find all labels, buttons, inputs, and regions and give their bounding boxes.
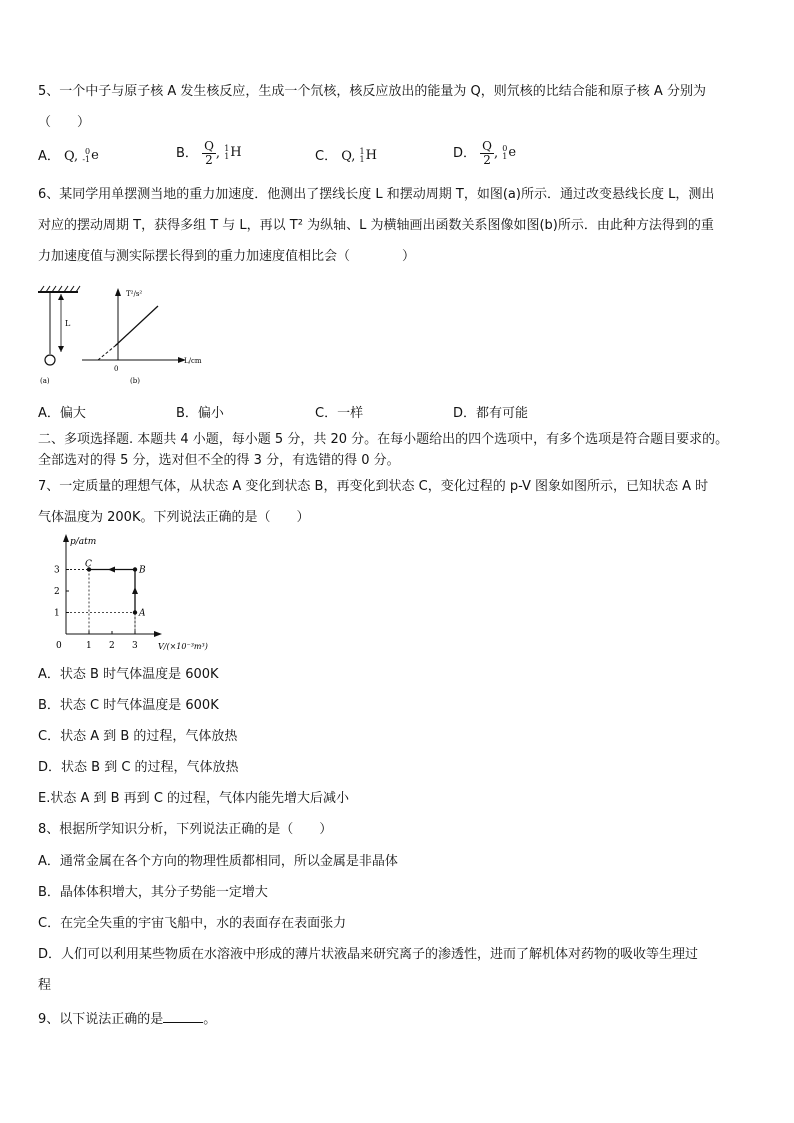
q8-option-c[interactable]: C．在完全失重的宇宙飞船中，水的表面存在表面张力 <box>38 916 347 931</box>
section-2-line2: 全部选对的得 5 分，选对但不全的得 3 分，有选错的得 0 分。 <box>38 453 400 468</box>
fraction-q-over-2: $\frac{Q}{2}$ <box>482 139 492 167</box>
graph-line-extension <box>98 346 115 360</box>
state-point-b <box>133 567 137 571</box>
q8-option-b[interactable]: B．晶体体积增大，其分子势能一定增大 <box>38 885 268 900</box>
pendulum-bob <box>45 355 55 365</box>
q7-option-e[interactable]: E.状态 A 到 B 再到 C 的过程，气体内能先增大后减小 <box>38 791 350 806</box>
q9-stem: 9、以下说法正确的是 。 <box>38 1012 217 1027</box>
electron-nuclide: 0 1 e <box>502 144 517 162</box>
figure-b-label: (b) <box>130 377 140 385</box>
q5-stem-line2: （ ） <box>38 115 91 130</box>
p-axis-label: p/atm <box>70 537 97 547</box>
q6-stem-line3: 力加速度值与测实际摆长得到的重力加速度值相比会（ ） <box>38 249 416 264</box>
q8-stem: 8、根据所学知识分析，下列说法正确的是（ ） <box>38 822 333 837</box>
graph-line <box>115 306 158 346</box>
length-label: L <box>65 319 71 328</box>
q6-option-d[interactable]: D．都有可能 <box>453 406 529 421</box>
origin-label: 0 <box>114 365 119 373</box>
pendulum-figure <box>30 280 220 390</box>
chart-origin-label: 0 <box>56 641 62 651</box>
y-tick-label: 2 <box>54 587 60 597</box>
direction-arrow <box>108 567 115 573</box>
x-tick-label: 3 <box>132 641 138 651</box>
fraction-q-over-2: $\frac{Q}{2}$ <box>204 139 214 167</box>
q5-option-c[interactable]: C． Q, 1 1 H <box>315 147 377 164</box>
state-point-a <box>133 610 137 614</box>
state-label-a: A <box>139 608 146 619</box>
q6-stem-line2: 对应的摆动周期 T，获得多组 T 与 L，再以 T² 为纵轴、L 为横轴画出函数关系图像如图(b)所示．由此种方法得到的重 <box>38 218 714 233</box>
hydrogen-nuclide: 1 1 H <box>359 147 377 164</box>
q6-option-b[interactable]: B．偏小 <box>176 406 224 421</box>
q5-option-a[interactable]: A． Q, 0 -1 e <box>38 147 99 164</box>
q7-stem-line2: 气体温度为 200K。下列说法正确的是（ ） <box>38 510 310 525</box>
direction-arrow <box>132 587 138 594</box>
q6-option-a[interactable]: A．偏大 <box>38 406 86 421</box>
hydrogen-nuclide: 1 1 H <box>224 144 242 162</box>
q5-stem-line1: 5、一个中子与原子核 A 发生核反应，生成一个氘核，核反应放出的能量为 Q，则氘核的比结合能和原子核 A 分别为 <box>38 84 706 99</box>
figure-a-label: (a) <box>40 377 50 385</box>
state-label-c: C <box>85 559 92 570</box>
q6-stem-line1: 6、某同学用单摆测当地的重力加速度．他测出了摆线长度 L 和摆动周期 T，如图(a)所示．通过改变悬线长度 L，测出 <box>38 187 715 202</box>
q7-option-d[interactable]: D．状态 B 到 C 的过程，气体放热 <box>38 760 239 775</box>
q5-option-d[interactable]: D． $\frac{Q}{2}$ , 0 1 e <box>453 139 517 167</box>
q8-option-d[interactable]: D．人们可以利用某些物质在水溶液中形成的薄片状液晶来研究离子的渗透性，进而了解机体对药物的吸收等生理过 <box>38 947 699 962</box>
q8-option-a[interactable]: A．通常金属在各个方向的物理性质都相同，所以金属是非晶体 <box>38 854 398 869</box>
pv-chart <box>40 530 220 656</box>
q7-stem-line1: 7、一定质量的理想气体，从状态 A 变化到状态 B，再变化到状态 C，变化过程的 p-V 图象如图所示，已知状态 A 时 <box>38 479 709 494</box>
q5-option-b[interactable]: B． $\frac{Q}{2}$ , 1 1 H <box>176 139 242 167</box>
electron-nuclide: 0 -1 e <box>82 147 99 164</box>
section-2-line1: 二、多项选择题. 本题共 4 小题，每小题 5 分，共 20 分。在每小题给出的四个选项中，有多个选项是符合题目要求的。 <box>38 432 729 447</box>
l-axis-label: L/cm <box>184 357 202 365</box>
q8-option-d-continued: 程 <box>38 978 52 993</box>
x-tick-label: 2 <box>109 641 115 651</box>
y-tick-label: 1 <box>54 608 60 619</box>
q6-option-c[interactable]: C．一样 <box>315 406 364 421</box>
t2-axis-label: T²/s² <box>126 290 143 298</box>
state-label-b: B <box>139 565 146 576</box>
q7-option-b[interactable]: B．状态 C 时气体温度是 600K <box>38 698 219 713</box>
v-axis-label: V/(×10⁻³m³) <box>158 642 208 651</box>
q7-option-a[interactable]: A．状态 B 时气体温度是 600K <box>38 667 219 682</box>
q7-option-c[interactable]: C．状态 A 到 B 的过程，气体放热 <box>38 729 238 744</box>
y-tick-label: 3 <box>54 565 60 576</box>
answer-blank[interactable] <box>163 1010 203 1023</box>
x-tick-label: 1 <box>86 641 92 651</box>
